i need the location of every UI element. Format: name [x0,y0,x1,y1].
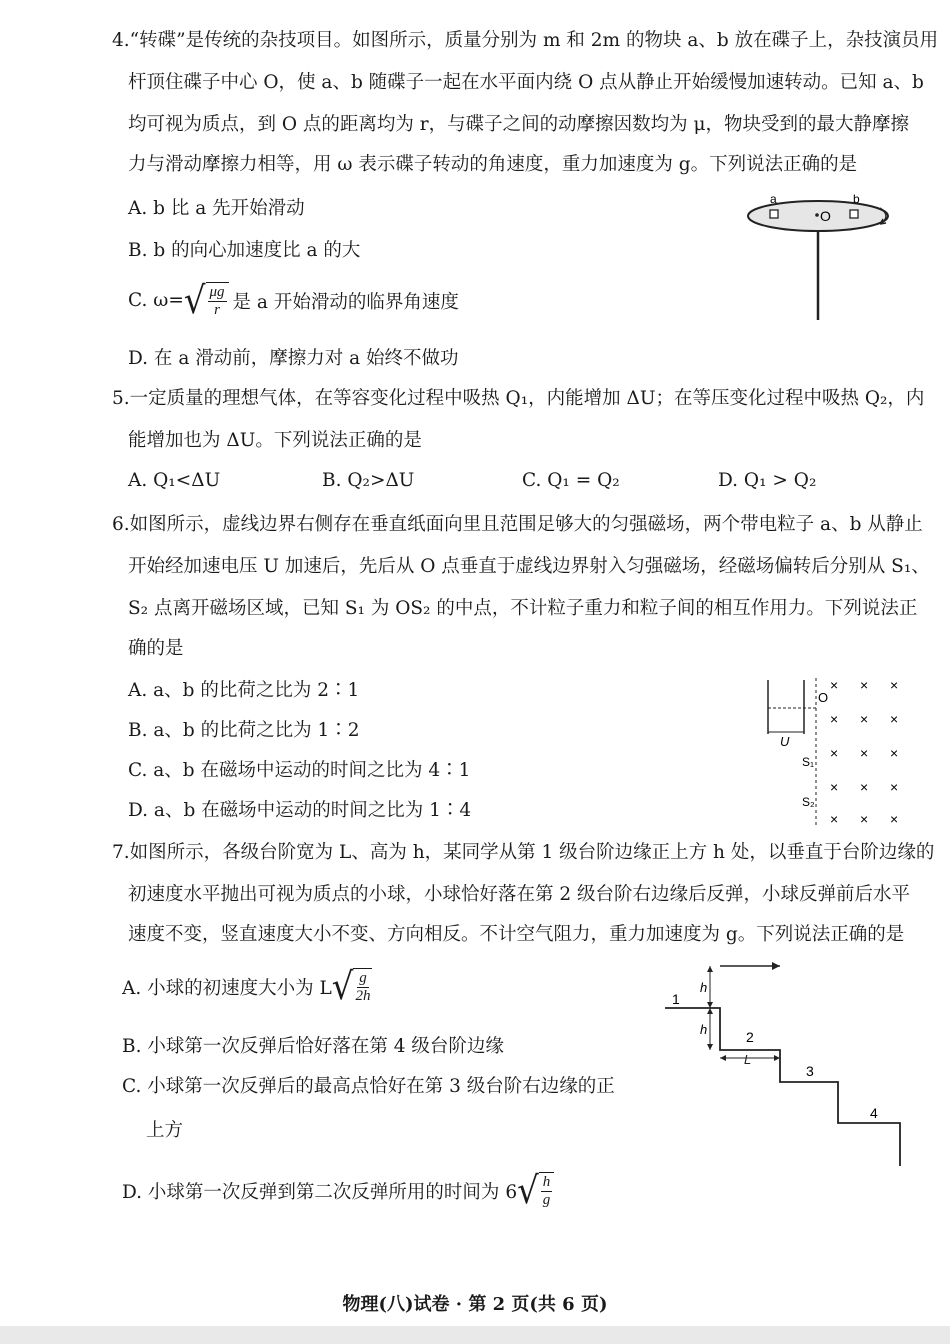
q6-option-b: B. a、b 的比荷之比为 1∶2 [128,720,360,741]
q7-option-d [122,1168,554,1213]
q4-figure-spinning-plate [740,188,910,328]
step-1-label: 1 [672,991,680,1007]
field-cross: × [860,711,869,727]
step-3-label: 3 [806,1063,814,1079]
q5-option-b: B. Q₂>ΔU [322,470,415,491]
q6-option-a: A. a、b 的比荷之比为 2∶1 [128,680,360,701]
label-u: U [780,734,790,749]
arrow-head-icon [772,962,780,970]
q6-line-3: S₂ 点离开磁场区域，已知 S₁ 为 OS₂ 的中点，不计粒子重力和粒子间的相互作用力。下列说法正 [128,598,918,619]
label-o: O [818,690,829,705]
q7-option-b: B. 小球第一次反弹后恰好落在第 4 级台阶边缘 [122,1036,504,1057]
q4-line-4: 力与滑动摩擦力相等，用 ω 表示碟子转动的角速度，重力加速度为 g。下列说法正确的是 [128,154,858,175]
q7-d-denominator: g [542,1192,551,1208]
field-crosses [830,677,898,827]
sqrt-expression [183,278,229,323]
q4-line-3: 均可视为质点，到 O 点的距离均为 r，与碟子之间的动摩擦因数均为 μ，物块受到的最大静摩擦 [128,114,910,135]
label-s2: S₂ [802,795,815,809]
sqrt-icon: √ [517,1168,539,1213]
q6-option-c: C. a、b 在磁场中运动的时间之比为 4∶1 [128,760,471,781]
step-2-label: 2 [746,1029,754,1045]
q7-option-d-prefix: D. 小球第一次反弹到第二次反弹所用的时间为 6 [122,1181,518,1203]
q7-option-a-prefix: A. 小球的初速度大小为 L [122,977,332,999]
q5-line-1: 5.一定质量的理想气体，在等容变化过程中吸热 Q₁，内能增加 ΔU；在等压变化过程中吸热 Q₂，内 [112,388,925,409]
center-dot [815,213,819,217]
label-o: O [820,208,831,224]
q7-a-numerator: g [359,970,367,986]
q7-line-1: 7.如图所示，各级台阶宽为 L、高为 h，某同学从第 1 级台阶边缘正上方 h 处，以垂直于台阶边缘的 [112,842,935,863]
label-h-upper: h [700,980,708,995]
block-b [850,210,858,218]
q4-option-c-suffix: 是 a 开始滑动的临界角速度 [232,291,459,313]
q5-line-2: 能增加也为 ΔU。下列说法正确的是 [128,430,422,451]
field-cross: × [890,811,899,827]
q6-line-1: 6.如图所示，虚线边界右侧存在垂直纸面向里且范围足够大的匀强磁场，两个带电粒子 a、b 从静止 [112,514,923,535]
field-cross: × [860,811,869,827]
page-footer: 物理(八)试卷 · 第 2 页(共 6 页) [342,1294,608,1315]
q5-option-d: D. Q₁ > Q₂ [718,470,817,491]
field-cross: × [890,779,899,795]
sqrt-expression [331,964,373,1009]
label-b: b [853,192,860,206]
step-4-label: 4 [870,1105,878,1121]
field-cross: × [860,745,869,761]
q7-line-3: 速度不变，竖直速度大小不变、方向相反。不计空气阻力，重力加速度为 g。下列说法正确的是 [128,924,905,945]
label-s1: S₁ [802,755,815,769]
label-h-lower: h [700,1022,708,1037]
q6-line-4: 确的是 [128,638,184,659]
q7-option-c-line-2: 上方 [146,1120,184,1141]
q6-line-2: 开始经加速电压 U 加速后，先后从 O 点垂直于虚线边界射入匀强磁场，经磁场偏转后分别从 S₁、 [128,556,930,577]
field-cross: × [830,745,839,761]
q7-option-a [122,964,372,1009]
field-cross: × [830,677,839,693]
q6-option-d: D. a、b 在磁场中运动的时间之比为 1∶4 [128,800,472,821]
q4-c-numerator: μg [209,284,225,300]
q7-line-2: 初速度水平抛出可视为质点的小球，小球恰好落在第 2 级台阶右边缘后反弹，小球反弹前后水平 [128,884,911,905]
label-a: a [770,192,777,206]
field-cross: × [830,811,839,827]
sqrt-expression [517,1168,554,1213]
q7-option-c-line-1: C. 小球第一次反弹后的最高点恰好在第 3 级台阶右边缘的正 [122,1076,615,1097]
q4-c-denominator: r [214,302,220,318]
label-l: L [744,1052,752,1067]
q5-option-a: A. Q₁<ΔU [128,470,221,491]
field-cross: × [890,745,899,761]
q7-d-numerator: h [542,1174,551,1190]
q4-line-1: 4.“转碟”是传统的杂技项目。如图所示，质量分别为 m 和 2m 的物块 a、b 放在碟子上，杂技演员用 [112,30,939,51]
q4-option-c-prefix: C. ω= [128,290,184,311]
q5-option-c: C. Q₁ = Q₂ [522,470,620,491]
q6-figure-magnetic-field [760,672,910,832]
field-cross: × [830,779,839,795]
q7-a-denominator: 2h [355,988,371,1004]
q4-option-a: A. b 比 a 先开始滑动 [128,198,305,219]
field-cross: × [890,711,899,727]
q4-option-c [128,278,459,323]
field-cross: × [830,711,839,727]
q4-option-b: B. b 的向心加速度比 a 的大 [128,240,361,261]
sqrt-icon: √ [331,964,354,1009]
sqrt-icon: √ [183,278,206,323]
field-cross: × [860,779,869,795]
q4-line-2: 杆顶住碟子中心 O，使 a、b 随碟子一起在水平面内绕 O 点从静止开始缓慢加速转动。已知 a、b [128,72,924,93]
field-cross: × [860,677,869,693]
q7-figure-staircase [660,958,910,1170]
field-cross: × [890,677,899,693]
scan-edge [0,1326,950,1344]
block-a [770,210,778,218]
q4-option-d: D. 在 a 滑动前，摩擦力对 a 始终不做功 [128,348,459,369]
